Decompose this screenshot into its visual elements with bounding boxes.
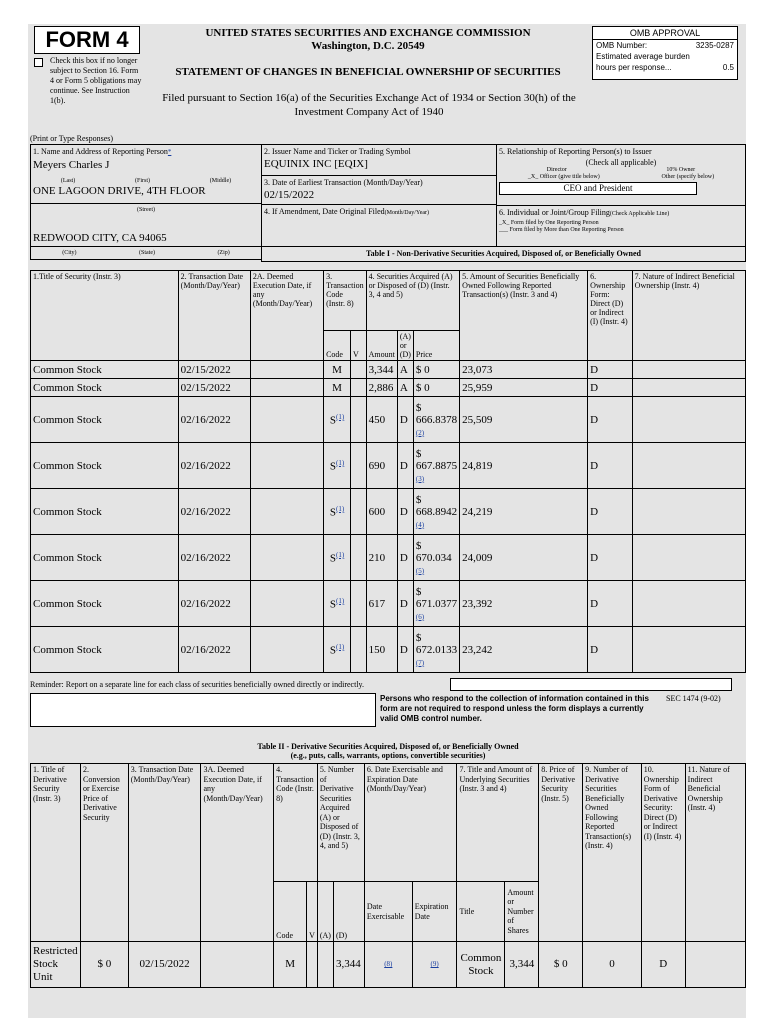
row-price: $ 0 — [415, 363, 430, 376]
row-v — [351, 535, 367, 581]
row-form-text: D — [590, 381, 599, 394]
omb-title: OMB APPROVAL — [593, 27, 737, 40]
row-price-footnote[interactable]: (6) — [415, 612, 425, 621]
row-date — [178, 581, 250, 627]
row-title — [31, 397, 179, 443]
row-owned-text: 23,073 — [462, 363, 493, 376]
t2-title: Restricted Stock Unit — [31, 942, 81, 988]
col2-conversion: 2. Conversion or Exercise Price of Derivative Security — [80, 764, 128, 942]
row-code-footnote[interactable]: (1) — [336, 412, 345, 421]
omb-number-label: OMB Number: — [596, 41, 648, 50]
row-deemed — [250, 535, 323, 581]
row-nature — [632, 379, 745, 397]
col2-price: 8. Price of Derivative Security (Instr. 5) — [539, 764, 583, 942]
row-title — [31, 627, 179, 673]
row-nature — [632, 581, 745, 627]
row-code-cell — [324, 443, 351, 489]
sub2-date-exercisable: Date Exercisable — [364, 882, 412, 942]
sub2-d: (D) — [333, 882, 364, 942]
row-price: 666.8378 — [415, 413, 458, 426]
sub-amount: Amount — [366, 331, 397, 361]
row-form-text: D — [590, 505, 599, 518]
row-date-text: 02/15/2022 — [180, 381, 231, 394]
filing-option-one: _X_ Form filed by One Reporting Person — [499, 220, 599, 226]
sub2-a: (A) — [317, 882, 333, 942]
row-deemed — [250, 489, 323, 535]
row-date — [178, 489, 250, 535]
filing-small: (Check Applicable Line) — [609, 211, 670, 217]
t2-form: D — [641, 942, 685, 988]
reminder-text: Reminder: Report on a separate line for each class of securities beneficially owned directly or indirectly. — [30, 680, 365, 689]
col-indirect-nature: 7. Nature of Indirect Beneficial Ownership (Instr. 4) — [632, 271, 745, 361]
commission-city: Washington, D.C. 20549 — [311, 40, 425, 52]
col-amount-owned: 5. Amount of Securities Beneficially Owned Following Reported Transaction(s) (Instr. 3 and 4) — [460, 271, 588, 361]
row-price-footnote[interactable]: (4) — [415, 520, 425, 529]
row-price-cell: $ 667.8875 (3) — [413, 443, 459, 489]
row-code-footnote[interactable]: (1) — [336, 550, 345, 559]
col2-deemed-date: 3A. Deemed Execution Date, if any (Month/Day/Year) — [201, 764, 274, 942]
row-nature — [632, 627, 745, 673]
row-deemed — [250, 397, 323, 443]
row-ad — [397, 443, 413, 489]
filed-line-1: Filed pursuant to Section 16(a) of the Securities Exchange Act of 1934 or Section 30(h) of the — [162, 92, 576, 104]
table-row — [31, 489, 746, 535]
relationship-label: 5. Relationship of Reporting Person(s) to Issuer — [499, 147, 652, 156]
sub2-code: Code — [274, 882, 307, 942]
col2-form: 10. Ownership Form of Derivative Security: Direct (D) or Indirect (I) (Instr. 4) — [641, 764, 685, 942]
row-ad — [397, 361, 413, 379]
t2-expiration-footnote[interactable]: (9) — [430, 960, 439, 969]
row-form — [588, 535, 633, 581]
sub-a-or-d: (A) or (D) — [397, 331, 413, 361]
row-price-footnote[interactable]: (5) — [415, 566, 425, 575]
row-amount — [366, 361, 397, 379]
row-date — [178, 535, 250, 581]
row-date-text: 02/16/2022 — [180, 643, 231, 656]
table1-title: Table I - Non-Derivative Securities Acquired, Disposed of, or Beneficially Owned — [261, 246, 746, 262]
row-code-footnote[interactable]: (1) — [336, 596, 345, 605]
sub2-expiration: Expiration Date — [412, 882, 457, 942]
reporting-city: REDWOOD CITY, CA 94065 — [33, 232, 167, 244]
row-title-text: Common Stock — [33, 643, 102, 656]
commission-heading — [178, 27, 558, 53]
city-label: (City) — [62, 250, 77, 256]
sub2-title: Title — [457, 882, 505, 942]
ten-pct-owner-option: 10% Owner — [666, 167, 696, 173]
form-page — [28, 24, 746, 1018]
row-code: S — [329, 598, 337, 611]
row-code-cell — [324, 627, 351, 673]
row-form — [588, 627, 633, 673]
col-transaction-date: 2. Transaction Date (Month/Day/Year) — [178, 271, 250, 361]
t2-a — [317, 942, 333, 988]
table1-body — [31, 361, 746, 673]
row-code: M — [332, 363, 342, 376]
row-code: S — [329, 506, 337, 519]
row-code: S — [329, 644, 337, 657]
t2-deemed — [201, 942, 274, 988]
zip-label: (Zip) — [217, 250, 230, 256]
t2-disposed: 3,344 — [333, 942, 364, 988]
row-amount-text: 3,344 — [368, 363, 394, 376]
omb-approval-box — [592, 26, 738, 80]
col-transaction-code: 3. Transaction Code (Instr. 8) — [324, 271, 366, 331]
row-owned — [460, 581, 588, 627]
row-amount-text: 690 — [368, 459, 386, 472]
reminder-blank-box — [450, 678, 732, 691]
reporting-person-name: Meyers Charles J — [33, 159, 110, 171]
row-title-text: Common Stock — [33, 597, 102, 610]
t2-v — [307, 942, 318, 988]
row-form-text: D — [590, 597, 599, 610]
statement-title: STATEMENT OF CHANGES IN BENEFICIAL OWNERSHIP OF SECURITIES — [175, 66, 561, 78]
row-v — [351, 443, 367, 489]
row-owned — [460, 489, 588, 535]
city-box — [30, 203, 262, 247]
issuer-name: EQUINIX INC [EQIX] — [264, 158, 368, 170]
row-date-text: 02/16/2022 — [180, 505, 231, 518]
row-owned-text: 23,392 — [462, 597, 493, 610]
row-owned-text: 24,219 — [462, 505, 493, 518]
name-footnote-link[interactable]: * — [167, 148, 172, 156]
row-code: M — [332, 381, 342, 394]
row-ad-text: D — [399, 459, 408, 472]
row-amount — [366, 379, 397, 397]
row-title — [31, 581, 179, 627]
filed-pursuant — [144, 91, 594, 119]
row-price: 668.8942 — [415, 505, 458, 518]
row-ad-text: D — [399, 413, 408, 426]
row-code-cell — [324, 397, 351, 443]
row-owned — [460, 627, 588, 673]
officer-title: CEO and President — [499, 182, 697, 195]
t2-underlying-amount: 3,344 — [505, 942, 539, 988]
table-row — [31, 379, 746, 397]
director-option: Director — [546, 167, 567, 173]
earliest-date: 02/15/2022 — [264, 189, 315, 201]
earliest-date-box — [261, 175, 497, 205]
row-code-footnote[interactable]: (1) — [336, 458, 345, 467]
row-ad — [397, 489, 413, 535]
row-ad-text: D — [399, 551, 408, 564]
row-deemed — [250, 627, 323, 673]
officer-option: _X_ Officer (give title below) — [527, 174, 600, 180]
middle-label: (Middle) — [209, 178, 232, 184]
burden-label-2: hours per response... — [596, 63, 672, 72]
row-owned-text: 25,509 — [462, 413, 493, 426]
first-label: (First) — [135, 178, 150, 184]
row-v — [351, 361, 367, 379]
row-owned — [460, 535, 588, 581]
sub-price: Price — [413, 331, 459, 361]
table-row — [31, 361, 746, 379]
row-title — [31, 379, 179, 397]
row-title-text: Common Stock — [33, 505, 102, 518]
row-date-text: 02/15/2022 — [180, 363, 231, 376]
row-form — [588, 379, 633, 397]
sub-code: Code — [324, 331, 351, 361]
col2-owned: 9. Number of Derivative Securities Beneficially Owned Following Reported Transaction(s) (Instr. 4) — [583, 764, 642, 942]
t2-date-exercisable-footnote[interactable]: (8) — [384, 960, 393, 969]
row-amount — [366, 489, 397, 535]
row-price-footnote[interactable]: (3) — [415, 474, 425, 483]
table2-title: Table II - Derivative Securities Acquired, Disposed of, or Beneficially Owned — [257, 742, 519, 751]
burden-hours: 0.5 — [722, 63, 734, 72]
t2-conversion: $ 0 — [80, 942, 128, 988]
row-nature — [632, 361, 745, 379]
filing-box — [496, 205, 746, 247]
row-amount — [366, 581, 397, 627]
omb-number: 3235-0287 — [695, 41, 734, 50]
row-ad — [397, 397, 413, 443]
row-title-text: Common Stock — [33, 381, 102, 394]
relationship-box — [496, 144, 746, 206]
commission-name: UNITED STATES SECURITIES AND EXCHANGE COMMISSION — [205, 27, 531, 39]
row-form — [588, 361, 633, 379]
table-row — [31, 581, 746, 627]
earliest-date-label: 3. Date of Earliest Transaction (Month/Day/Year) — [264, 178, 423, 187]
row-date-text: 02/16/2022 — [180, 413, 231, 426]
row-form-text: D — [590, 551, 599, 564]
col-title: 1.Title of Security (Instr. 3) — [31, 271, 179, 361]
row-date — [178, 627, 250, 673]
reminder-blank-box-2 — [30, 693, 376, 727]
table2-subtitle: (e.g., puts, calls, warrants, options, convertible securities) — [290, 751, 486, 760]
row-ad-text: D — [399, 643, 408, 656]
reporting-address: ONE LAGOON DRIVE, 4TH FLOOR — [33, 185, 206, 197]
row-v — [351, 397, 367, 443]
row-code-cell — [324, 379, 351, 397]
sec-code: SEC 1474 (9-02) — [666, 694, 721, 703]
row-code-cell — [324, 581, 351, 627]
row-date-text: 02/16/2022 — [180, 551, 231, 564]
persons-note: Persons who respond to the collection of information contained in this form are not required to respond unless the form displays a currently valid OMB control number. — [380, 694, 649, 723]
sub2-v: V — [307, 882, 318, 942]
table-row — [31, 443, 746, 489]
row-owned — [460, 443, 588, 489]
col-securities-acquired: 4. Securities Acquired (A) or Disposed of (D) (Instr. 3, 4 and 5) — [366, 271, 460, 331]
row-form — [588, 581, 633, 627]
burden-label: Estimated average burden — [596, 52, 690, 61]
col-deemed-date: 2A. Deemed Execution Date, if any (Month/Day/Year) — [250, 271, 323, 361]
row-ad-text: D — [399, 597, 408, 610]
row-price-footnote[interactable]: (2) — [415, 428, 425, 437]
row-amount-text: 150 — [368, 643, 386, 656]
row-nature — [632, 489, 745, 535]
checkbox-label: Check this box if no longer subject to Section 16. Form 4 or Form 5 obligations may continue. See Instruction 1(b). — [50, 56, 142, 105]
col2-nature: 11. Nature of Indirect Beneficial Ownership (Instr. 4) — [685, 764, 745, 942]
row-amount — [366, 397, 397, 443]
row-amount — [366, 535, 397, 581]
row-v — [351, 627, 367, 673]
col2-number: 5. Number of Derivative Securities Acquired (A) or Disposed of (D) (Instr. 3, 4, and 5) — [317, 764, 364, 882]
row-date — [178, 361, 250, 379]
row-title — [31, 535, 179, 581]
row-amount-text: 450 — [368, 413, 386, 426]
row-title-text: Common Stock — [33, 459, 102, 472]
row-ad-text: A — [399, 381, 408, 394]
col2-code: 4. Transaction Code (Instr. 8) — [274, 764, 318, 882]
row-price-cell: $ 672.0133 (7) — [413, 627, 459, 673]
row-owned-text: 23,242 — [462, 643, 493, 656]
row-code-cell — [324, 361, 351, 379]
row-code: S — [329, 414, 337, 427]
table-row — [31, 535, 746, 581]
row-date-text: 02/16/2022 — [180, 597, 231, 610]
t2-nature — [685, 942, 745, 988]
row-owned-text: 25,959 — [462, 381, 493, 394]
street-label: (Street) — [137, 207, 155, 213]
row-ad — [397, 535, 413, 581]
row-ad-text: D — [399, 505, 408, 518]
row-deemed — [250, 379, 323, 397]
sub-v: V — [351, 331, 367, 361]
filing-option-multi: ___ Form filed by More than One Reporting Person — [499, 227, 624, 233]
row-owned — [460, 379, 588, 397]
t2-price: $ 0 — [539, 942, 583, 988]
row-price: 671.0377 — [415, 597, 458, 610]
row-date — [178, 379, 250, 397]
row-ad — [397, 379, 413, 397]
table2-row — [31, 942, 746, 988]
row-ad — [397, 627, 413, 673]
row-price-cell — [413, 379, 459, 397]
row-amount-text: 2,886 — [368, 381, 394, 394]
row-v — [351, 489, 367, 535]
row-owned-text: 24,819 — [462, 459, 493, 472]
col2-exercisable: 6. Date Exercisable and Expiration Date (Month/Day/Year) — [364, 764, 457, 882]
table-non-derivative — [30, 270, 746, 673]
row-price-cell: $ 668.8942 (4) — [413, 489, 459, 535]
row-code-cell — [324, 489, 351, 535]
row-form-text: D — [590, 643, 599, 656]
row-price-footnote[interactable]: (7) — [415, 658, 425, 667]
city-state-zip-labels — [30, 246, 262, 260]
row-nature — [632, 397, 745, 443]
row-v — [351, 581, 367, 627]
filed-line-2: Investment Company Act of 1940 — [294, 106, 444, 118]
col2-title: 1. Title of Derivative Security (Instr. 3) — [31, 764, 81, 942]
row-owned — [460, 361, 588, 379]
row-form-text: D — [590, 413, 599, 426]
t2-owned: 0 — [583, 942, 642, 988]
row-title-text: Common Stock — [33, 413, 102, 426]
row-deemed — [250, 443, 323, 489]
row-amount-text: 600 — [368, 505, 386, 518]
row-code: S — [329, 460, 337, 473]
amendment-box — [261, 204, 497, 247]
table-row — [31, 627, 746, 673]
issuer-label: 2. Issuer Name and Ticker or Trading Symbol — [264, 147, 411, 156]
last-label: (Last) — [60, 178, 76, 184]
no-longer-subject-checkbox[interactable] — [34, 58, 43, 67]
row-form — [588, 397, 633, 443]
form-title: FORM 4 — [34, 26, 140, 54]
relationship-sub: (Check all applicable) — [585, 158, 657, 167]
row-nature — [632, 443, 745, 489]
row-price: 667.8875 — [415, 459, 458, 472]
row-date-text: 02/16/2022 — [180, 459, 231, 472]
row-ad-text: A — [399, 363, 408, 376]
row-form-text: D — [590, 459, 599, 472]
table-derivative — [30, 763, 746, 988]
row-code-footnote[interactable]: (1) — [336, 642, 345, 651]
row-owned-text: 24,009 — [462, 551, 493, 564]
row-deemed — [250, 581, 323, 627]
t2-code: M — [274, 942, 307, 988]
print-label: (Print or Type Responses) — [30, 134, 114, 143]
row-ad — [397, 581, 413, 627]
row-nature — [632, 535, 745, 581]
row-price: $ 0 — [415, 381, 430, 394]
table2-heading — [30, 742, 746, 760]
row-code: S — [329, 552, 337, 565]
row-form — [588, 443, 633, 489]
reporting-person-box — [30, 144, 262, 204]
row-v — [351, 379, 367, 397]
filing-label: 6. Individual or Joint/Group Filing — [499, 208, 610, 217]
row-price-cell — [413, 361, 459, 379]
row-price-cell: $ 666.8378 (2) — [413, 397, 459, 443]
row-title — [31, 361, 179, 379]
col2-date: 3. Transaction Date (Month/Day/Year) — [128, 764, 201, 942]
row-form-text: D — [590, 363, 599, 376]
row-deemed — [250, 361, 323, 379]
col2-underlying: 7. Title and Amount of Underlying Securities (Instr. 3 and 4) — [457, 764, 539, 882]
row-price-cell: $ 671.0377 (6) — [413, 581, 459, 627]
row-title — [31, 489, 179, 535]
row-amount-text: 617 — [368, 597, 386, 610]
row-amount — [366, 443, 397, 489]
t2-date: 02/15/2022 — [128, 942, 201, 988]
row-date — [178, 443, 250, 489]
row-date — [178, 397, 250, 443]
state-label: (State) — [139, 250, 155, 256]
row-amount — [366, 627, 397, 673]
row-title — [31, 443, 179, 489]
t2-underlying-title: Common Stock — [457, 942, 505, 988]
row-code-footnote[interactable]: (1) — [336, 504, 345, 513]
other-option: Other (specify below) — [661, 174, 715, 180]
reporting-person-label: 1. Name and Address of Reporting Person — [33, 147, 168, 156]
row-title-text: Common Stock — [33, 363, 102, 376]
sub2-amount: Amount or Number of Shares — [505, 882, 539, 942]
amendment-label: 4. If Amendment, Date Original Filed — [264, 207, 385, 216]
row-price: 670.034 — [415, 551, 452, 564]
row-amount-text: 210 — [368, 551, 386, 564]
row-form — [588, 489, 633, 535]
row-title-text: Common Stock — [33, 551, 102, 564]
amendment-date-format: (Month/Day/Year) — [384, 210, 430, 216]
table-row — [31, 397, 746, 443]
row-price: 672.0133 — [415, 643, 458, 656]
row-owned — [460, 397, 588, 443]
row-price-cell: $ 670.034 (5) — [413, 535, 459, 581]
col-ownership-form: 6. Ownership Form: Direct (D) or Indirect (I) (Instr. 4) — [588, 271, 633, 361]
issuer-box — [261, 144, 497, 176]
row-code-cell — [324, 535, 351, 581]
